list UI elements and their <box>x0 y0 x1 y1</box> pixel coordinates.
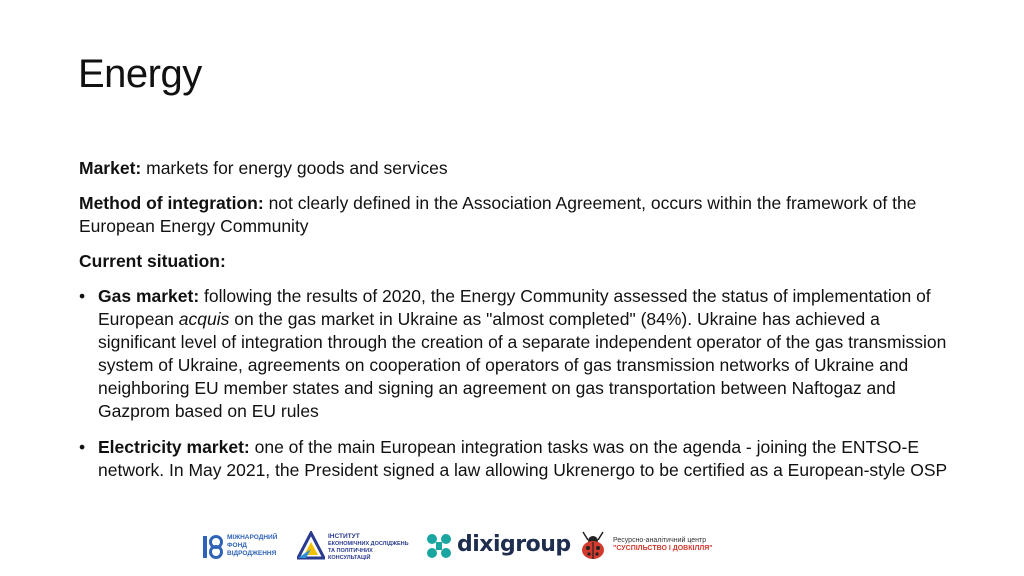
dixigroup-mark-icon <box>424 531 454 561</box>
iepr-logo <box>297 524 412 568</box>
current-label: Current situation: <box>79 251 226 271</box>
rac-line-2: "СУСПІЛЬСТВО І ДОВКІЛЛЯ" <box>613 545 713 552</box>
situation-list <box>79 285 959 482</box>
electricity-market-label: Electricity market: <box>98 437 250 457</box>
market-label: Market: <box>79 158 142 178</box>
irf-logo <box>200 524 285 568</box>
current-situation-heading <box>79 250 959 273</box>
irf-mark-icon <box>202 534 224 560</box>
gas-market-label: Gas market: <box>98 286 200 306</box>
irf-line-1: МІЖНАРОДНИЙ <box>227 534 278 541</box>
partner-logos <box>200 524 720 568</box>
rac-line-1: Ресурсно-аналітичний центр <box>613 537 707 544</box>
market-paragraph <box>79 157 959 180</box>
method-text: not clearly defined in the Association Agreement, occurs within the framework of the European Energy Community <box>79 193 917 236</box>
gas-market-text-after: on the gas market in Ukraine as "almost completed" (84%). Ukraine has achieved a significant level of integration through the creation of a separate independent operator of the gas transmission system of Ukraine, agreements on cooperation of operators of gas transmission networks of Ukraine and neighboring EU member states and signing an agreement on gas transportation between Naftogaz and Gazprom based on EU rules <box>98 309 947 421</box>
electricity-market-text: one of the main European integration tasks was on the agenda - joining the ENTSO-E network. In May 2021, the President signed a law allowing Ukrenergo to be certified as a European-style OSP <box>98 437 948 480</box>
list-item-electricity-market <box>79 436 959 482</box>
market-text: markets for energy goods and services <box>141 158 448 178</box>
bullet-icon: • <box>79 437 86 457</box>
iepr-triangle-icon <box>297 531 325 561</box>
dixigroup-wordmark: dixigroup <box>457 532 571 557</box>
method-label: Method of integration: <box>79 193 264 213</box>
list-item-gas-market <box>79 285 959 423</box>
method-paragraph <box>79 192 959 238</box>
iepr-line-1: ІНСТИТУТ <box>328 533 360 540</box>
rac-logo <box>576 524 720 568</box>
iepr-line-3: ТА ПОЛІТИЧНИХ КОНСУЛЬТАЦІЙ <box>328 548 373 561</box>
bullet-icon: • <box>79 286 86 306</box>
slide-title: Energy <box>78 52 202 96</box>
iepr-line-2: ЕКОНОМІЧНИХ ДОСЛІДЖЕНЬ <box>328 541 409 547</box>
irf-line-3: ВІДРОДЖЕННЯ <box>227 550 277 557</box>
dixigroup-logo <box>424 524 571 568</box>
ladybug-icon <box>576 528 610 562</box>
slide-body <box>79 157 959 495</box>
irf-line-2: ФОНД <box>227 542 247 549</box>
gas-market-text-before: following the results of 2020, the Energy Community assessed the status of implementation of European <box>98 286 931 329</box>
acquis-term: acquis <box>178 309 230 329</box>
